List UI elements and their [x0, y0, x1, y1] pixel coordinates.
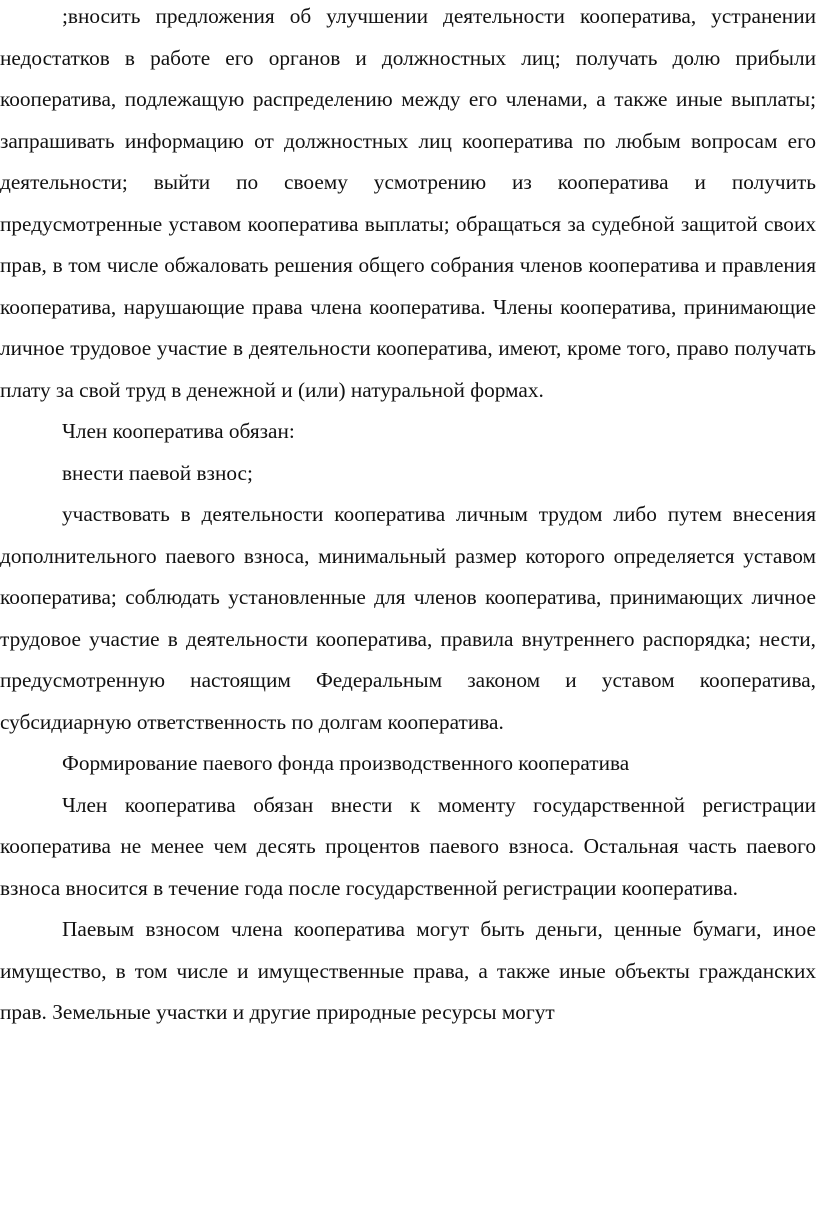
paragraph-member-obligations-heading: Член кооператива обязан: [62, 419, 295, 443]
paragraph-contribution-forms: Паевым взносом члена кооператива могут быть деньги, ценные бумаги, иное имущество, в том числе и имущественные права, а также иные объекты гражданских прав. Земельные участки и другие природные ресурсы могут [0, 917, 816, 1024]
paragraph-share-contribution: внести паевой взнос; [62, 460, 253, 485]
section-heading-share-fund: Формирование паевого фонда производственного кооператива [62, 751, 630, 775]
paragraph-registration-contribution: Член кооператива обязан внести к моменту государственной регистрации кооператива не менее чем десять процентов паевого взноса. Остальная часть паевого взноса вносится в течение года после государственной регистрации кооператива. [0, 792, 816, 900]
paragraph-participation: участвовать в деятельности кооператива личным трудом либо путем внесения дополнительного паевого взноса, минимальный размер которого определяется уставом кооператива; соблюдать установленные для членов кооператива, принимающих личное трудовое участие в деятельности кооператива, правила внутреннего распорядка; нести, предусмотренную настоящим Федеральным законом и уставом кооператива, субсидиарную ответственность по долгам кооператива. [0, 502, 816, 734]
paragraph-member-rights: ;вносить предложения об улучшении деятельности кооператива, устранении недостатков в работе его органов и должностных лиц; получать долю прибыли кооператива, подлежащую распределению между его членами, а также иные выплаты; запрашивать информацию от должностных лиц кооператива по любым вопросам его деятельности; выйти по своему усмотрению из кооператива и получить предусмотренные уставом кооператива выплаты; обращаться за судебной защитой своих прав, в том числе обжаловать решения общего собрания членов кооператива и правления кооператива, нарушающие права члена кооператива. Члены кооператива, принимающие личное трудовое участие в деятельности кооператива, имеют, кроме того, право получать плату за свой труд в денежной и (или) натуральной формах. [0, 4, 816, 402]
